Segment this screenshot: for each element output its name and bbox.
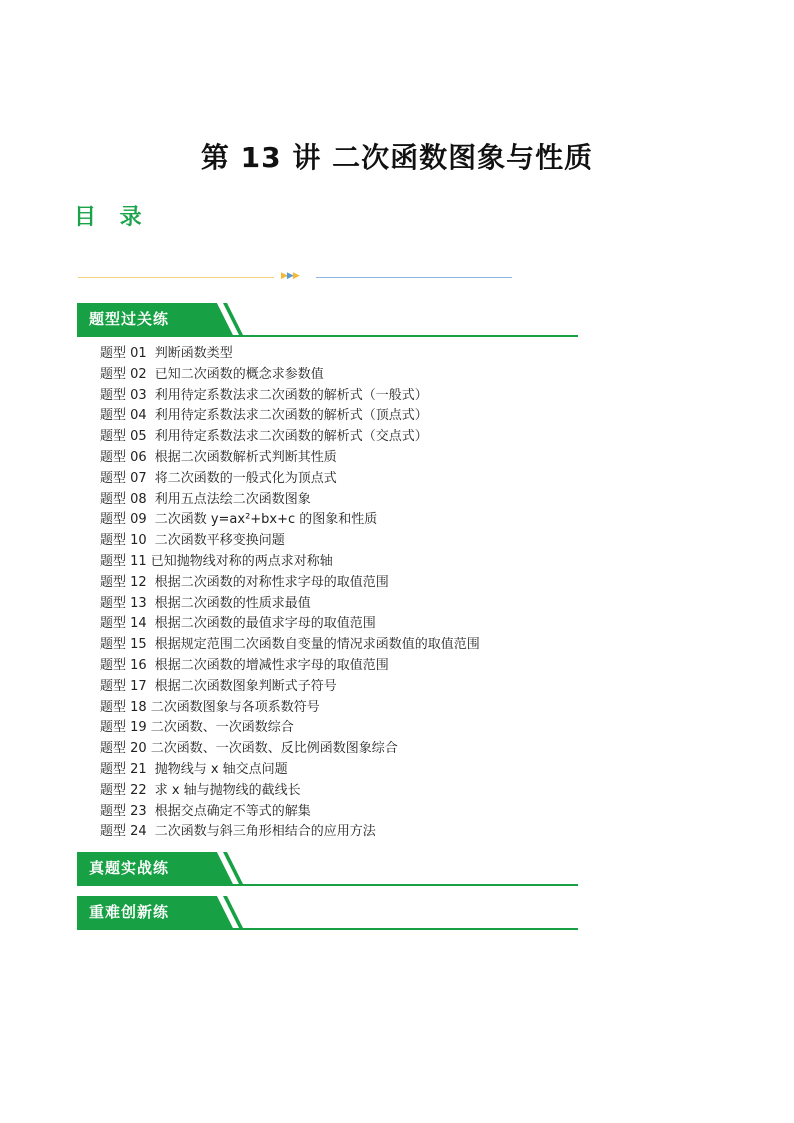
item-text: 二次函数图象与各项系数符号: [150, 699, 320, 715]
list-item[interactable]: [100, 802, 480, 823]
item-number: 题型 22: [100, 782, 147, 798]
item-number: 题型 14: [100, 616, 147, 632]
section-underline: [77, 335, 578, 337]
divider-line-right: [316, 277, 512, 278]
list-item[interactable]: [100, 760, 480, 781]
list-item[interactable]: [100, 531, 480, 552]
section-underline: [77, 928, 578, 930]
item-text: 根据二次函数的对称性求字母的取值范围: [154, 574, 389, 590]
list-item[interactable]: [100, 614, 480, 635]
item-number: 题型 19: [100, 720, 147, 736]
item-number: 题型 09: [100, 512, 147, 528]
list-item[interactable]: [100, 822, 480, 843]
item-text: 将二次函数的一般式化为顶点式: [154, 470, 337, 486]
list-item[interactable]: [100, 635, 480, 656]
item-text: 根据规定范围二次函数自变量的情况求函数值的取值范围: [154, 637, 480, 653]
item-number: 题型 11: [100, 553, 147, 569]
item-text: 二次函数与斜三角形相结合的应用方法: [154, 824, 376, 840]
item-text: 利用五点法绘二次函数图象: [154, 491, 311, 507]
item-text: 已知二次函数的概念求参数值: [154, 366, 324, 382]
stripe-decoration-icon: [195, 852, 245, 884]
item-text: 二次函数平移变换问题: [154, 533, 285, 549]
list-item[interactable]: [100, 677, 480, 698]
item-number: 题型 05: [100, 429, 147, 445]
list-item[interactable]: [100, 469, 480, 490]
list-item[interactable]: [100, 406, 480, 427]
item-text: 利用待定系数法求二次函数的解析式（交点式）: [154, 429, 428, 445]
item-number: 题型 20: [100, 741, 147, 757]
list-item[interactable]: [100, 718, 480, 739]
item-text: 利用待定系数法求二次函数的解析式（一般式）: [154, 387, 428, 403]
section-underline: [77, 884, 578, 886]
item-number: 题型 21: [100, 761, 147, 777]
item-number: 题型 18: [100, 699, 147, 715]
item-number: 题型 06: [100, 449, 147, 465]
list-item[interactable]: [100, 739, 480, 760]
item-text: 根据交点确定不等式的解集: [154, 803, 311, 819]
item-number: 题型 01: [100, 346, 147, 361]
stripe-decoration-icon: [195, 896, 245, 928]
section-label: 题型过关练: [77, 303, 217, 335]
item-text: 根据二次函数的最值求字母的取值范围: [154, 616, 376, 632]
item-number: 题型 15: [100, 637, 147, 653]
list-item[interactable]: [100, 427, 480, 448]
list-item[interactable]: [100, 344, 480, 365]
section-label: 真题实战练: [77, 852, 217, 884]
item-text: 根据二次函数的性质求最值: [154, 595, 311, 611]
item-text: 二次函数、一次函数、反比例函数图象综合: [150, 741, 398, 757]
section-label: 重难创新练: [77, 896, 217, 928]
item-number: 题型 23: [100, 803, 147, 819]
list-item[interactable]: [100, 594, 480, 615]
item-text: 求 x 轴与抛物线的截线长: [154, 782, 301, 798]
item-text: 判断函数类型: [154, 346, 233, 361]
item-text: 根据二次函数图象判断式子符号: [154, 678, 337, 694]
item-text: 二次函数 y=ax²+bx+c 的图象和性质: [154, 512, 378, 528]
toc-heading: 目 录: [74, 205, 150, 230]
item-text: 已知抛物线对称的两点求对称轴: [150, 553, 333, 569]
page-title: 第 13 讲 二次函数图象与性质: [200, 141, 594, 174]
section-header-challenge[interactable]: [77, 896, 578, 930]
item-number: 题型 13: [100, 595, 147, 611]
toc-list: [100, 344, 480, 843]
item-number: 题型 02: [100, 366, 147, 382]
item-number: 题型 04: [100, 408, 147, 424]
list-item[interactable]: [100, 490, 480, 511]
divider-arrows-icon: ▶▶▶: [281, 271, 299, 281]
list-item[interactable]: [100, 386, 480, 407]
stripe-decoration-icon: [195, 303, 245, 335]
item-text: 根据二次函数的增减性求字母的取值范围: [154, 657, 389, 673]
item-number: 题型 03: [100, 387, 147, 403]
list-item[interactable]: [100, 510, 480, 531]
list-item[interactable]: [100, 698, 480, 719]
list-item[interactable]: [100, 656, 480, 677]
item-text: 根据二次函数解析式判断其性质: [154, 449, 337, 465]
section-header-exam[interactable]: [77, 852, 578, 886]
section-header-practice[interactable]: [77, 303, 578, 337]
item-text: 二次函数、一次函数综合: [150, 720, 294, 736]
decorative-divider: [78, 268, 514, 288]
item-number: 题型 08: [100, 491, 147, 507]
item-text: 抛物线与 x 轴交点问题: [154, 761, 288, 777]
item-text: 利用待定系数法求二次函数的解析式（顶点式）: [154, 408, 428, 424]
list-item[interactable]: [100, 552, 480, 573]
list-item[interactable]: [100, 573, 480, 594]
list-item[interactable]: [100, 365, 480, 386]
item-number: 题型 24: [100, 824, 147, 840]
list-item[interactable]: [100, 781, 480, 802]
item-number: 题型 10: [100, 533, 147, 549]
item-number: 题型 07: [100, 470, 147, 486]
item-number: 题型 17: [100, 678, 147, 694]
divider-line-left: [78, 277, 274, 278]
item-number: 题型 16: [100, 657, 147, 673]
list-item[interactable]: [100, 448, 480, 469]
item-number: 题型 12: [100, 574, 147, 590]
